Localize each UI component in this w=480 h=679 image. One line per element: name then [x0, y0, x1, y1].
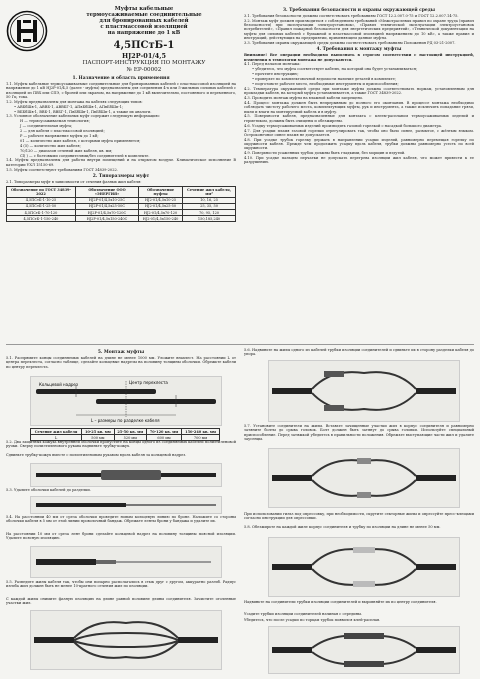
- armor-removal-figure: [30, 546, 222, 578]
- header-line-4: с пластмассовой изоляцией: [100, 24, 188, 30]
- passport-title: ПАСПОРТ-ИНСТРУКЦИЯ ПО МОНТАЖУ: [82, 60, 206, 66]
- paragraph: 5.4. На расстоянии 40 мм от среза оболочки проведите новым кольцевую линию по броне. Наложите со стороны оболочки кабеля в 5 мм от этой линии проволочный бандаж. Обрежьте ленты брони у бандажа и удалите их.: [6, 515, 236, 524]
- list-item: • АВБбШв-1, АВВБ-1, АВВБГ-1, АПвБбШв-1, АПвБбШп-1;: [14, 104, 124, 109]
- right-column: [244, 6, 474, 165]
- table-header-cell: 150-240 кв. мм: [182, 429, 220, 435]
- table-cell: 4,5ПСтБ-1-150-240: [7, 216, 76, 222]
- paragraph: Надвиньте на соединители трубки изоляции соединителей и выровняйте их по центру соединителя.: [244, 600, 437, 604]
- paragraph: 4.8. При усадке трубок горелку держать в направлении усадки изделий, равномерно перемещая горелку по окружности кабеля. Прежде чем продолжить усадку вдоль кабеля, трубки должны равномерно усесть по всей окружности.: [244, 137, 474, 151]
- section-4-title: 4. Требования к монтажу муфты: [316, 47, 402, 53]
- table-cell: 150,185,240: [183, 216, 236, 222]
- table-cell: НJ2Р-01/4,5х10-25С: [75, 197, 138, 203]
- model-code: НJ2Р-01/4,5: [121, 52, 167, 60]
- sizes-table: [6, 186, 236, 222]
- page-divider: [6, 344, 474, 345]
- table-header-cell: Сечение жил кабеля: [31, 429, 82, 435]
- table-cell: 4,5ПСтБ-1-70-120: [7, 210, 76, 216]
- list-item: • ВББбШв-1, ВВБ-1, ВВБГ-1, ПвБбШв-1, ПвБбШп-1, а также их аналоги.: [14, 109, 152, 114]
- section-2-title: 2. Типоразмеры муфт: [92, 173, 150, 179]
- paragraph: 4.7. Для усадки пламя газовой горелки отрегулировать так, чтобы оно было синее, размытое, с жёлтым языком. Остроконечное синее пламя не допускается.: [244, 128, 474, 137]
- legend-item: 01 — количество жил кабеля, с которыми муфта применяется;: [20, 138, 141, 143]
- table-cell: НJ2Р-01/4,5х150-240С: [75, 216, 138, 222]
- table-cell: НJ2-01/4,5х70-120: [139, 210, 183, 216]
- legend-item: Р — рабочее напряжение муфты до 1 кВ;: [20, 134, 99, 139]
- paragraph: 5.3. Удалите оболочки кабелей до разделки.: [6, 488, 91, 492]
- paragraph: 4.1. Перед началом монтажа:: [244, 62, 301, 67]
- table-header-cell: 25-50 кв. мм: [114, 429, 146, 435]
- list-item: • убедитесь, что муфта соответствует кабелю, на который она будет устанавливаться;: [252, 67, 418, 72]
- legend-item: 2 — для кабеля с пластмассовой изоляцией;: [20, 129, 105, 134]
- figure-label: Центр перехлеста: [129, 380, 168, 385]
- table-cell: 500 мм: [82, 435, 114, 441]
- table-cell: НJ2-01/4,5х150-240: [139, 216, 183, 222]
- paragraph: 1.5. Муфты соответствуют требованиям ГОСТ 34839-2022.: [6, 167, 118, 172]
- table-cell: НJ2-01/4,5х25-50: [139, 203, 183, 209]
- table-header-cell: Сечение жил кабеля, мм²: [183, 187, 236, 197]
- cable-overlap-figure: [30, 376, 222, 426]
- paragraph: 1.3. Условное обозначение кабельных муфт содержит следующую информацию:: [6, 114, 160, 119]
- legend-item: 4 (5) — количество жил кабеля;: [20, 143, 81, 148]
- tube-casing-figure: [30, 463, 222, 487]
- list-item: • проверьте по комплектовочной ведомости наличие деталей в комплекте;: [252, 77, 396, 82]
- table-cell: 520 мм: [114, 435, 146, 441]
- header-line-1: Муфты кабельные: [114, 6, 174, 12]
- table-header-cell: 70-120 кв. мм: [146, 429, 181, 435]
- passport-number: № ЕР-00002: [126, 67, 162, 73]
- table-header-cell: 10-25 кв. мм: [82, 429, 114, 435]
- paragraph: 1.4. Муфты предназначены для работы внутри помещений и на открытом воздухе. Климатическое исполнение В категории УХЛ 15150-69.: [6, 158, 236, 167]
- table-cell: 25, 35, 50: [183, 203, 236, 209]
- legend-item: J — соединительная муфта;: [20, 124, 73, 129]
- section-3-title: 3. Требования безопасности и охраны окружающей среды: [282, 8, 436, 13]
- table-cell: L: [31, 435, 82, 441]
- paragraph: 5.7. Установите соединители на жилы. Вставьте зачищенные участки жил в корпус соединителя и равномерно затяните болты до срыва головок. Болт должен быть затянут до срыва головки. Используйте специальный приспособление. Перед затяжкой убедитесь в правильности положения. Обрежьте выступающие части жил и удалите заусенцы.: [244, 424, 474, 441]
- legend-item: Н — термоусаживаемая технология;: [20, 119, 90, 124]
- table-cell: 4,5ПСтБ-1-25-50: [7, 203, 76, 209]
- paragraph: 4.3. Проводить монтаж муфты на влажной кабели запрещено.: [244, 96, 364, 101]
- table-cell: 700 мм: [182, 435, 220, 441]
- table-cell: НJ2Р-01/4,5х25-50С: [75, 203, 138, 209]
- list-item: • подготовьте рабочее место, необходимые инструменты и приспособления;: [252, 82, 399, 87]
- table-row: [7, 216, 236, 222]
- left-column: [6, 6, 236, 224]
- table-header-row: [7, 187, 236, 197]
- paragraph: 3.3. Требования охраны окружающей среды должны соответствовать требованиям Положения РД 03-21-2007.: [244, 40, 456, 45]
- paragraph: 4.2. Температура окружающей среды при монтаже муфты должна соответствовать нормам, установленным для прокладки кабеля, на который муфта устанавливается, а также ГОСТ 34839-2022.: [244, 86, 474, 96]
- paragraph: 1.1. Муфты кабельные термоусаживаемые соединительные для бронированных кабелей с пластмассовой изоляцией на напряжение до 1 кВ НJ2Р-01/4,5 (далее - муфты) предназначены для соединения 4-х или 5-жильных силовых кабелей с изоляцией из ПВХ или СПЭ, с броней или экраном, на напряжение до 1 кВ включительно, постоянного и переменного, 50 Гц, тока.: [6, 82, 236, 99]
- paragraph: 5.6. Надвиньте на жилы одного из кабелей трубки изоляции соединителей и сдвиньте их в сторону разделки кабеля до упора.: [244, 348, 474, 357]
- paragraph: Усадите трубки изоляции соединителей начиная с середины.: [244, 612, 363, 616]
- table-header-cell: Обозначение по ГОСТ 34839-2022: [7, 187, 76, 197]
- header-line-3: для бронированных кабелей: [99, 18, 189, 24]
- paragraph: При использовании гильз под опрессовку, при необходимости, скрутите секторные жилы и опрессуйте пресс-клещами согласно инструкции для опрессовки.: [244, 512, 474, 521]
- figure-label: L – размеры по разделке кабеля: [91, 418, 160, 423]
- table-header-cell: Обозначение муфты: [139, 187, 183, 197]
- paragraph: Убедитесь, что после усадки по торцам трубок появился клей-расплав.: [244, 618, 381, 622]
- table-cell: НJ2-01/4,5х10-25: [139, 197, 183, 203]
- paragraph: 4.6. Усадку термоусаживаемых изделий производить газовой горелкой с насадкой большого диаметра.: [244, 123, 443, 128]
- table-cell: 70, 95, 120: [183, 210, 236, 216]
- section-1-title: 1. Назначение и область применения: [72, 76, 170, 81]
- paragraph: 5.8. Обезжирьте на каждой жиле корпус соединителя и трубку по изоляции на длине не менее 50 мм.: [244, 525, 441, 529]
- shrunk-tubes-figure: [268, 626, 460, 674]
- insulation-tubes-figure: [268, 360, 460, 422]
- paragraph: 4.10. При усадке пальцем перчатки не допускать перегрева изоляции жил кабеля, что может привести к ее разрушению.: [244, 156, 474, 165]
- table-cell: 600 мм: [146, 435, 181, 441]
- paragraph: С каждой жилы снимите фазную изоляцию на длине равной половине длины соединителя. Зачистите оголенные участки жил.: [6, 597, 236, 606]
- table-cell: 4,5ПСтБ-1-10-25: [7, 197, 76, 203]
- paragraph: Сдвиньте трубку-кожух вместе с полиэтиленовым рукавом вдоль кабеля за кольцевой надрез.: [6, 453, 187, 457]
- legend-item: 70/120 — диапазон сечений жил кабеля, кв. мм;: [20, 148, 113, 153]
- paragraph: 4.4. Процесс монтажа должен быть непрерывным до полного его окончания. В процессе монтажа необходимо соблюдать чистоту рабочего места, комплектующих муфты, рук и инструмента, а также исключить попадание грязи, пыли и влаги на монтируемый кабель и в муфту.: [244, 100, 474, 114]
- paragraph: 5.5. Разведите жилы кабеля так, чтобы они попарно располагались в стык друг с другом, аккуратно разгиб. Радиус изгиба жил должен быть не менее 10-кратного сечения жил по изоляции.: [6, 580, 236, 589]
- model-title: 4,5ПСтБ-1: [113, 40, 175, 51]
- paragraph: 5.2. Два защитных кожуха внутренней оболочки пропустите на концы одного из соединяемых кабелей полиэтиленовой ручки. Сверху полиэтиленового рукава надвиньте трубку-кожух.: [6, 440, 236, 449]
- section-5-title: 5. Монтаж муфты: [97, 350, 145, 355]
- degrease-figure: [268, 537, 460, 597]
- sheath-removal-figure: [30, 496, 222, 514]
- header-line-2: термоусаживаемые соединительные: [86, 12, 202, 18]
- figure-label: Кольцевой надрез: [39, 382, 79, 387]
- paragraph: 3.1. Требования безопасности должны соответствовать требованиям ГОСТ 12.2.007.0-75 и ГОСТ 12.2.007.14-75.: [244, 14, 459, 18]
- warning-text: Внимание! Все операции необходимо выполнять в строгом соответствии с настоящей инструкцией, изменения в технологии монтажа не допускаются.: [244, 53, 474, 62]
- paragraph: 3.2. Монтаж муфт должен производиться с соблюдением требований «Межотраслевых правил по охране труда (правил безопасности) при эксплуатации электроустановок», «Правил технической эксплуатации электроустановок потребителей», «Правил пожарной безопасности для энергетических предприятий», «Технической документации на муфты для силовых кабелей с бумажной и пластмассовой изоляцией напряжением до 10 кВ», а также правил и инструкций, действующих на предприятии, применяющем данные муфты.: [244, 18, 474, 41]
- paragraph: 4.5. Поверхности кабеля, предназначенные для контакта с клеем-расплавом термоусаживаемых изделий и герметиком, должны быть очищены и обезжирены.: [244, 114, 474, 123]
- table-cell: НJ2Р-01/4,5х70-120С: [75, 210, 138, 216]
- connectors-figure: [268, 448, 460, 508]
- table-header-cell: Обозначение ООО «ЭНЕРГИЯ»: [75, 187, 138, 197]
- paragraph: На расстоянии 10 мм от среза лент брони сделайте кольцевой надрез на половину толщины поясной изоляции. Удалите поясную изоляцию.: [6, 532, 236, 541]
- header-line-5: на напряжение до 1 кВ: [107, 30, 181, 36]
- document-header: [52, 6, 236, 74]
- paragraph: 2.1. Типоразмеры муфт в зависимости от сечения фазных жил кабеля:: [6, 179, 142, 184]
- list-item: • прочтите инструкцию;: [252, 72, 299, 77]
- paragraph: 5.1. Распрямите концы соединяемых кабелей на длине не менее 1000 мм. Уложите внахлест. На расстоянии L от центра перехлеста, согласно таблице, сделайте кольцевые надрезы на половину толщины оболочки. Обрежьте кабели по центру перехлеста.: [6, 356, 236, 369]
- legend-item: Cl( ) — с болтовыми соединителями/без соединителей в комплекте.: [20, 153, 150, 158]
- paragraph: 4.9. Поверхности усаженных трубок должны быть гладкими, без морщин и вздутий.: [244, 151, 406, 156]
- paragraph: 1.2. Муфты предназначены для монтажа на кабелях следующих типов:: [6, 99, 143, 104]
- cores-spread-figure: [30, 610, 222, 670]
- table-cell: 10, 16, 25: [183, 197, 236, 203]
